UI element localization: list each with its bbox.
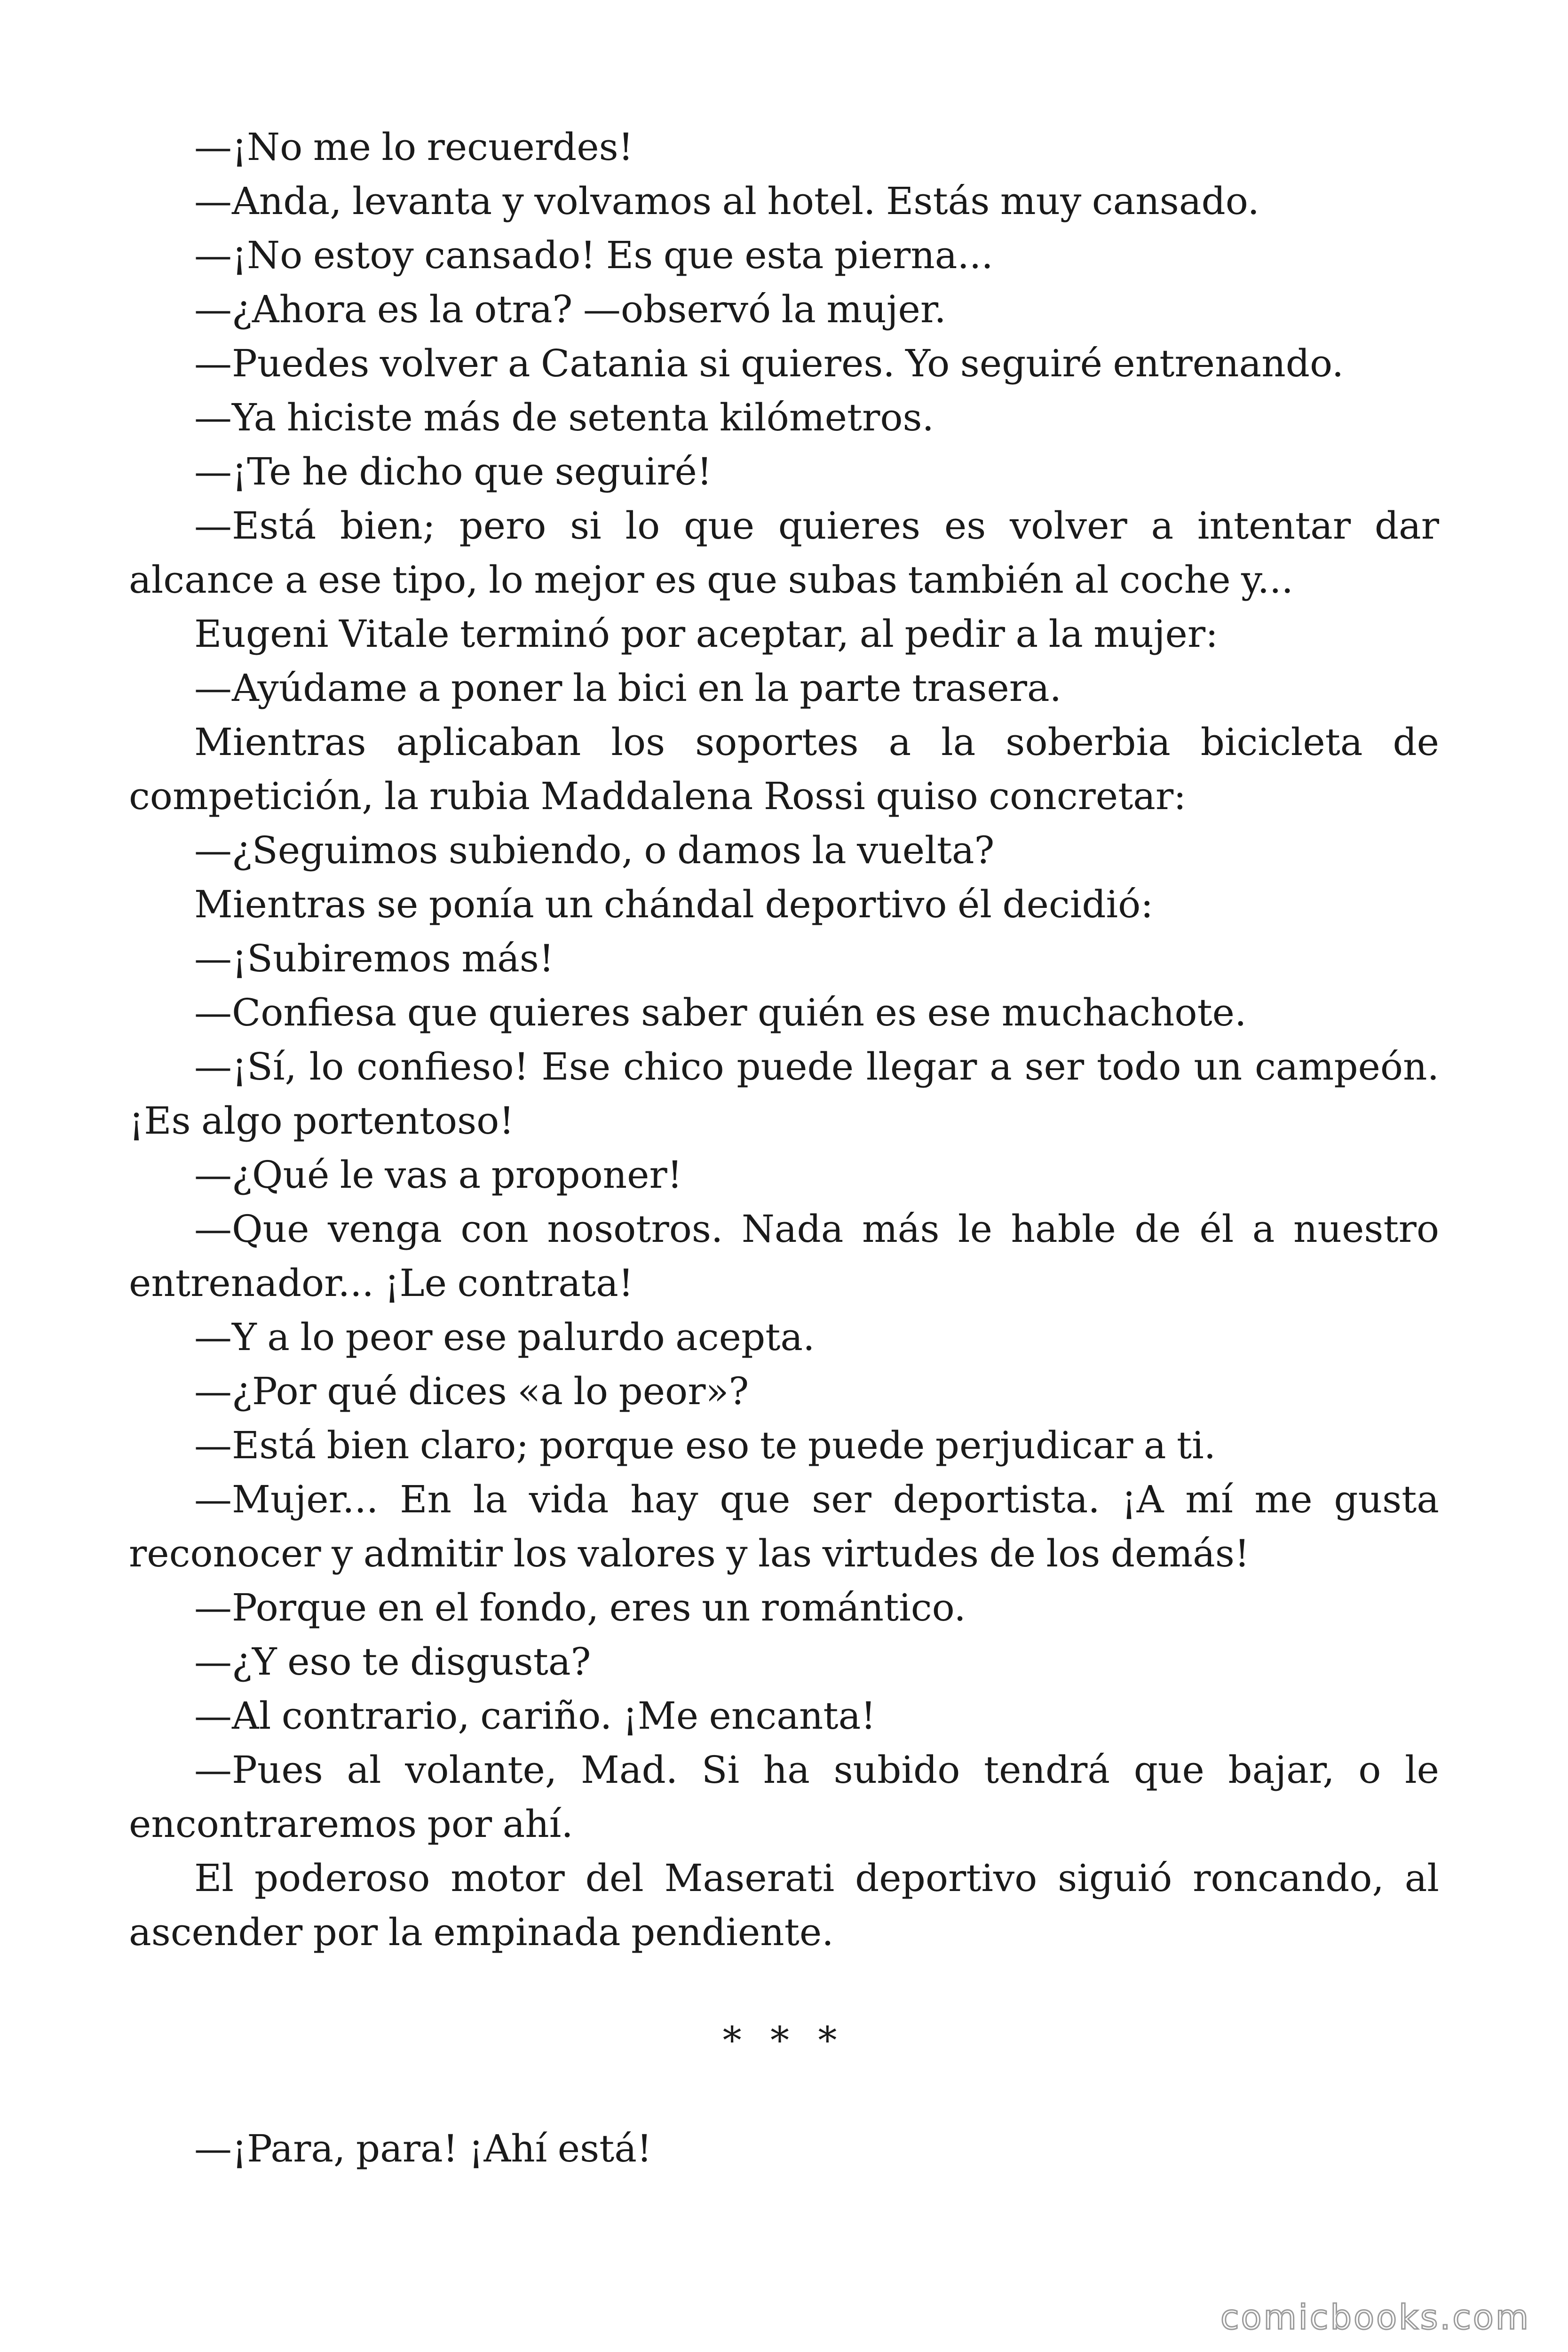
paragraph: —Y a lo peor ese palurdo acepta. — [194, 1315, 815, 1359]
paragraph: —¡Subiremos más! — [194, 937, 554, 980]
paragraph: —Anda, levanta y volvamos al hotel. Estás muy cansado. — [194, 179, 1259, 223]
paragraph: —Está bien; pero si lo que quieres es volver a intentar dar alcance a ese tipo, lo mejor es que subas también al coche y... — [129, 504, 1439, 602]
paragraph: —Puedes volver a Catania si quieres. Yo seguiré entrenando. — [194, 342, 1344, 385]
paragraph: —¡Sí, lo confieso! Ese chico puede llegar a ser todo un campeón. ¡Es algo portentoso! — [129, 1045, 1439, 1143]
paragraph: —¿Ahora es la otra? —observó la mujer. — [194, 287, 946, 331]
paragraph: —Confiesa que quieres saber quién es ese muchachote. — [194, 991, 1247, 1034]
paragraph: —Está bien claro; porque eso te puede perjudicar a ti. — [194, 1423, 1216, 1467]
paragraph: —¡Para, para! ¡Ahí está! — [194, 2127, 652, 2170]
paragraph: —¡No estoy cansado! Es que esta pierna... — [194, 233, 993, 277]
paragraph: —¿Qué le vas a proponer! — [194, 1153, 682, 1197]
paragraph: —¿Y eso te disgusta? — [194, 1640, 591, 1684]
paragraph: —Porque en el fondo, eres un romántico. — [194, 1586, 966, 1629]
scene-break: * * * — [722, 2018, 846, 2062]
paragraph: —¡Te he dicho que seguiré! — [194, 450, 713, 493]
paragraph: Eugeni Vitale terminó por aceptar, al pedir a la mujer: — [194, 612, 1219, 656]
paragraph: Mientras se ponía un chándal deportivo él decidió: — [194, 882, 1154, 926]
paragraph: —Mujer... En la vida hay que ser deportista. ¡A mí me gusta reconocer y admitir los valores y las virtudes de los demás! — [129, 1478, 1439, 1575]
paragraph: —¿Seguimos subiendo, o damos la vuelta? — [194, 828, 995, 872]
paragraph: —Ayúdame a poner la bici en la parte trasera. — [194, 666, 1062, 710]
watermark: comicbooks.com — [1220, 2297, 1530, 2337]
paragraph: —Al contrario, cariño. ¡Me encanta! — [194, 1694, 876, 1738]
paragraph: —¡No me lo recuerdes! — [194, 125, 634, 169]
paragraph: Mientras aplicaban los soportes a la soberbia bicicleta de competición, la rubia Maddalena Rossi quiso concretar: — [129, 720, 1439, 818]
paragraph: —Ya hiciste más de setenta kilómetros. — [194, 396, 934, 439]
page-body — [129, 120, 1439, 2176]
paragraph: —¿Por qué dices «a lo peor»? — [194, 1369, 749, 1413]
paragraph: El poderoso motor del Maserati deportivo siguió roncando, al ascender por la empinada pendiente. — [129, 1856, 1439, 1954]
paragraph: —Que venga con nosotros. Nada más le hable de él a nuestro entrenador... ¡Le contrata! — [129, 1207, 1439, 1305]
paragraph: —Pues al volante, Mad. Si ha subido tendrá que bajar, o le encontraremos por ahí. — [129, 1748, 1439, 1846]
